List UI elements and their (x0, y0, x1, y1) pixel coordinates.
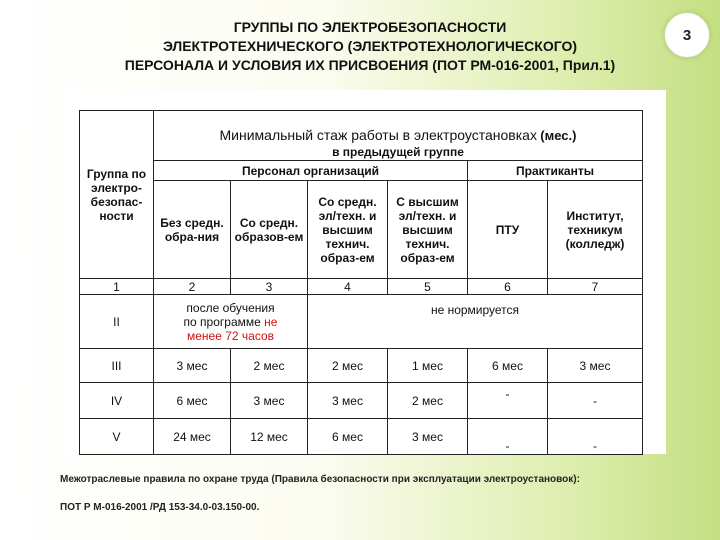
group-cell: III (80, 349, 154, 383)
col-header-institute: Институт, техникум (колледж) (548, 181, 643, 279)
page-number-badge: 3 (664, 12, 710, 58)
group-cell: II (80, 295, 154, 349)
value-cell: 3 мес (231, 383, 308, 419)
program-prefix-text: по программе (183, 314, 261, 329)
slide-title (60, 18, 680, 75)
value-cell: 6 мес (308, 419, 388, 455)
program-red-text-1: не (264, 314, 278, 329)
sub-header-cell (154, 145, 643, 161)
value-cell: - (468, 383, 548, 419)
main-header-unit: (мес.) (540, 127, 577, 143)
value-cell: 2 мес (388, 383, 468, 419)
col-header-ptu: ПТУ (468, 181, 548, 279)
value-cell: - (468, 419, 548, 455)
column-number-7: 7 (548, 279, 643, 295)
col-header-secondary-tech: Со средн. эл/техн. и высшим технич. образ-ем (308, 181, 388, 279)
value-cell: - (548, 383, 643, 419)
training-requirement-cell (154, 295, 308, 349)
value-cell: 6 мес (154, 383, 231, 419)
title-line-1: ГРУППЫ ПО ЭЛЕКТРОБЕЗОПАСНОСТИ (233, 19, 507, 35)
main-header-cell (154, 111, 643, 145)
table-panel (63, 90, 666, 454)
column-number-6: 6 (468, 279, 548, 295)
source-footnote (60, 466, 700, 522)
value-cell: 1 мес (388, 349, 468, 383)
col-header-secondary: Со средн. образов-ем (231, 181, 308, 279)
group-cell: V (80, 419, 154, 455)
column-number-4: 4 (308, 279, 388, 295)
footnote-line-1: Межотраслевые правила по охране труда (Правила безопасности при эксплуатации электроустановок): (60, 474, 580, 485)
value-cell: 6 мес (468, 349, 548, 383)
title-line-3: ПЕРСОНАЛА И УСЛОВИЯ ИХ ПРИСВОЕНИЯ (ПОТ РМ-016-2001, Прил.1) (124, 57, 616, 73)
table-row (80, 349, 643, 383)
value-cell: 3 мес (308, 383, 388, 419)
group-header-cell (80, 111, 154, 279)
column-number-5: 5 (388, 279, 468, 295)
col-header-no-secondary: Без средн. обра-ния (154, 181, 231, 279)
column-number-1: 1 (80, 279, 154, 295)
program-red-text-2: менее 72 часов (186, 328, 275, 343)
value-cell: 3 мес (388, 419, 468, 455)
col-header-higher-tech: С высшим эл/техн. и высшим технич. образ-ем (388, 181, 468, 279)
column-number-2: 2 (154, 279, 231, 295)
value-cell: 12 мес (231, 419, 308, 455)
personnel-header-text: Персонал организаций (241, 163, 380, 178)
main-header-text: Минимальный стаж работы в электроустановках (219, 126, 537, 143)
sub-header-text: в предыдущей группе (332, 144, 464, 159)
electrical-safety-groups-table (79, 110, 643, 455)
after-training-text: после обучения (186, 300, 275, 315)
title-line-2: ЭЛЕКТРОТЕХНИЧЕСКОГО (ЭЛЕКТРОТЕХНОЛОГИЧЕСКОГО) (162, 38, 578, 54)
value-cell: 2 мес (231, 349, 308, 383)
value-cell: - (548, 419, 643, 455)
value-cell: 24 мес (154, 419, 231, 455)
trainees-header-cell (468, 161, 643, 181)
value-cell: 3 мес (548, 349, 643, 383)
value-cell: 2 мес (308, 349, 388, 383)
trainees-header-text: Практиканты (516, 163, 594, 178)
not-normalized-text: не нормируется (430, 303, 520, 317)
table-row (80, 419, 643, 455)
table-row (80, 383, 643, 419)
group-header-text: Группа по электро-безопас-ности (86, 166, 147, 223)
personnel-header-cell (154, 161, 468, 181)
group-cell: IV (80, 383, 154, 419)
footnote-line-2: ПОТ Р М-016-2001 /РД 153-34.0-03.150-00. (60, 502, 260, 513)
table-row (80, 295, 643, 349)
column-number-3: 3 (231, 279, 308, 295)
not-normalized-cell (308, 295, 643, 349)
value-cell: 3 мес (154, 349, 231, 383)
